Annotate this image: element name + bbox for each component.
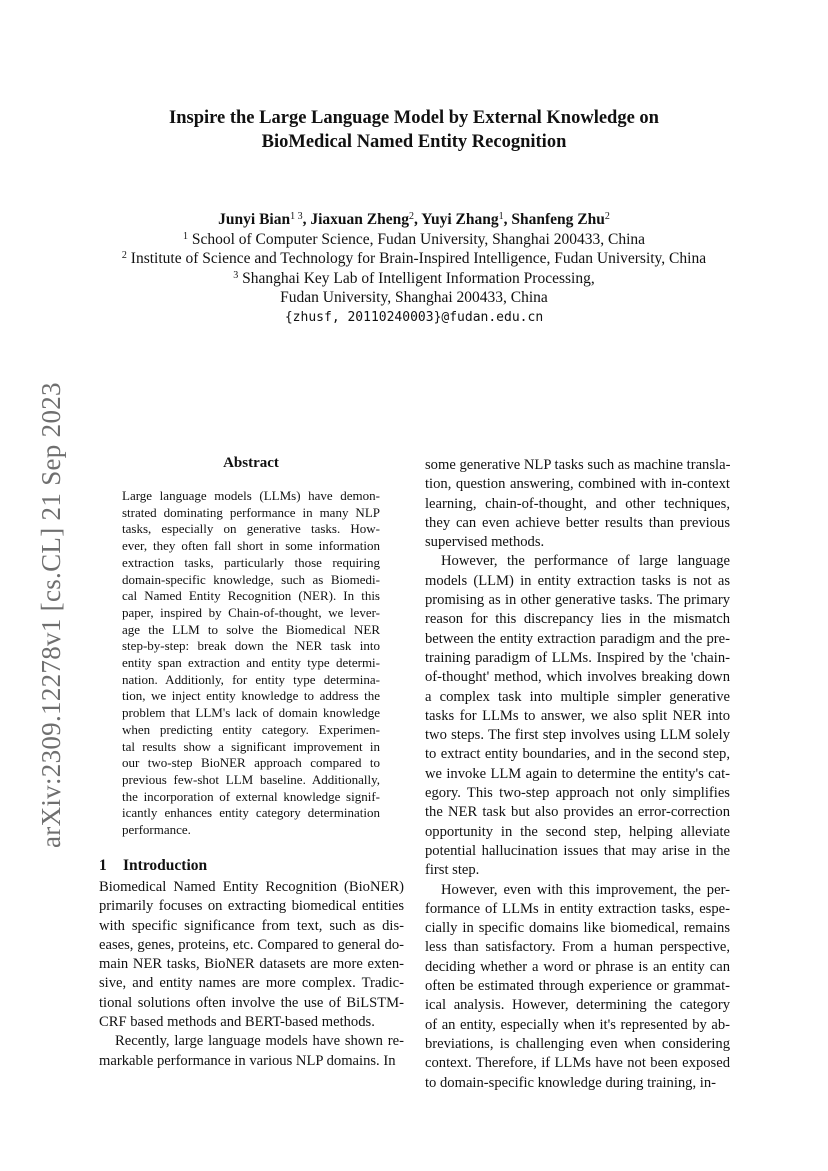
text-line: ical analysis. However, determining the category [425,997,730,1014]
text-line: the NER task but also provides an error-correction [425,804,730,821]
text-line: tasks, especially on generative tasks. How- [122,521,380,537]
text-line: previous few-shot LLM baseline. Additionally, [122,771,380,787]
affiliation-1 [0,230,828,250]
text-line: promising as in other generative tasks. The primary [425,592,730,609]
paper-title [0,106,828,154]
affil-sup: 2 [121,250,127,261]
text-line: when predicting entity category. Experimen- [122,721,380,737]
author-affil-sup: 2 [604,211,610,222]
text-line: strated dominating performance in many NLP [122,504,380,520]
text-line: nation. Additionly, for entity type determina- [122,671,380,687]
text-line: However, even with this improvement, the per- [441,881,730,898]
text-line: performance. [122,822,191,838]
affil-sup: 1 [182,230,188,242]
text-line: training paradigm of LLMs. Inspired by the 'chain- [425,649,730,666]
text-line: breviations, is challenging even when considering [425,1035,730,1052]
text-line: to extract entity boundaries, and in the second step, [425,746,730,763]
text-line: icantly enhances entity category determination [122,805,380,821]
affiliation-3-cont: Fudan University, Shanghai 200433, China [280,289,548,306]
text-line: they can even achieve better results than previous [425,514,730,531]
section-number: 1 [99,857,107,874]
text-line: Large language models (LLMs) have demon- [122,488,380,503]
text-line: first step. [425,862,480,879]
title-line-1: Inspire the Large Language Model by External Knowledge on [169,108,659,128]
text-line: of-thought' method, which involves breaking down [425,669,730,686]
abstract-body [122,488,380,839]
text-line: reason for this discrepancy lies in the mismatch [425,611,730,628]
affiliation-3 [0,269,828,289]
text-line: to domain-specific knowledge during training, in- [425,1074,716,1091]
text-line: the incorporation of external knowledge signif- [122,788,380,804]
text-line: models (LLM) in entity extraction tasks is not as [425,572,730,589]
affiliation-text: Shanghai Key Lab of Intelligent Information Processing, [242,269,595,287]
text-line: age the LLM to solve the Biomedical NER [122,621,380,637]
text-line: two steps. The first step involves using LLM solely [425,727,730,744]
text-line: main NER tasks, BioNER datasets are more exten- [99,956,404,973]
section-heading [99,856,207,875]
affiliation-text: School of Computer Science, Fudan University, Shanghai 200433, China [191,230,646,248]
title-line-2: BioMedical Named Entity Recognition [261,132,567,152]
text-line: step-by-step: break down the NER task into [122,638,380,654]
text-line: often be estimated through experience or grammat- [425,978,730,995]
text-line: a complex task into multiple simpler generative [425,688,730,705]
text-line: supervised methods. [425,534,545,551]
text-line: between the entity extraction paradigm and the pre- [425,630,730,647]
text-line: some generative NLP tasks such as machine transla- [425,457,731,473]
affil-sup: 3 [233,269,239,281]
text-line: tion, we inject entity knowledge to address the [122,688,380,704]
author-affil-sup: 1 [498,211,504,222]
text-line: formance of LLMs in entity extraction tasks, espe- [425,900,730,917]
text-line: context. Therefore, if LLMs have not been exposed [425,1055,730,1072]
text-line: markable performance in various NLP domains. In [99,1052,396,1069]
text-line: tional solutions often involve the use of BiLSTM- [99,994,404,1011]
abstract-heading: Abstract [223,455,279,471]
author-name: Junyi Bian [218,211,291,228]
text-line: of an entity, especially when it's represented by ab- [425,1016,730,1033]
author-block [0,210,828,327]
author-name: Yuyi Zhang [421,211,499,228]
right-column-body [425,456,730,1093]
author-name: Shanfeng Zhu [511,211,605,228]
left-column-body [99,878,404,1071]
author-names: Junyi Bian$^{1 3}$, Jiaxuan Zheng$^2$, Yuyi Zhang$^1$, Shanfeng Zhu$^2$ [218,211,610,228]
text-line: primarily focuses on extracting biomedical entities [99,898,404,915]
author-name: Jiaxuan Zheng [310,211,409,228]
text-line: less than satisfactory. From a human perspective, [425,939,730,956]
text-line: However, the performance of large language [441,553,730,570]
section-title: Introduction [123,857,208,874]
text-line: our two-step BioNER approach compared to [122,755,380,771]
text-line: with specific significance from text, such as dis- [99,917,404,934]
text-line: CRF based methods and BERT-based methods. [99,1014,375,1031]
text-line: egory. This two-step approach not only simplifies [425,785,730,802]
text-line: cially in specific domains like biomedical, remains [425,920,730,937]
affiliation-text: Institute of Science and Technology for Brain-Inspired Intelligence, Fudan University, China [130,250,707,267]
text-line: domain-specific knowledge, such as Biomedi- [122,571,380,587]
author-affil-sup: 1 3 [290,211,303,222]
text-line: deciding whether a word or phrase is an entity can [425,958,730,975]
text-line: sive, and entity names are more complex. Tradic- [99,975,404,992]
text-line: we invoke LLM again to determine the entity's cat- [425,765,730,782]
text-line: eases, genes, proteins, etc. Compared to general do- [99,936,404,953]
text-line: opportunity in the second step, helping alleviate [425,823,730,840]
text-line: Biomedical Named Entity Recognition (BioNER) [99,879,404,895]
text-line: problem that LLM's lack of domain knowledge [122,705,380,721]
text-line: tal results show a significant improvement in [122,738,380,754]
arxiv-stamp-text: arXiv:2309.12278v1 [cs.CL] 21 Sep 2023 [36,382,66,848]
affiliation-2 [0,249,828,269]
text-line: potential hallucination issues that may arise in the [425,842,730,859]
author-email: {zhusf, 20110240003}@fudan.edu.cn [284,309,544,325]
text-line: tasks for LLMs to answer, we also split NER into [425,707,730,724]
text-line: learning, chain-of-thought, and other techniques, [425,495,730,512]
text-line: tion, question answering, combined with in-context [425,476,730,493]
text-line: entity span extraction and entity type determi- [122,655,380,671]
text-line: paper, inspired by Chain-of-thought, we lever- [122,604,380,620]
text-line: cal Named Entity Recognition (NER). In this [122,588,380,604]
text-line: Recently, large language models have shown re- [115,1033,404,1050]
author-affil-sup: 2 [409,211,414,222]
text-line: extraction tasks, particularly those requiring [122,554,380,570]
text-line: ever, they often fall short in some information [122,538,380,554]
